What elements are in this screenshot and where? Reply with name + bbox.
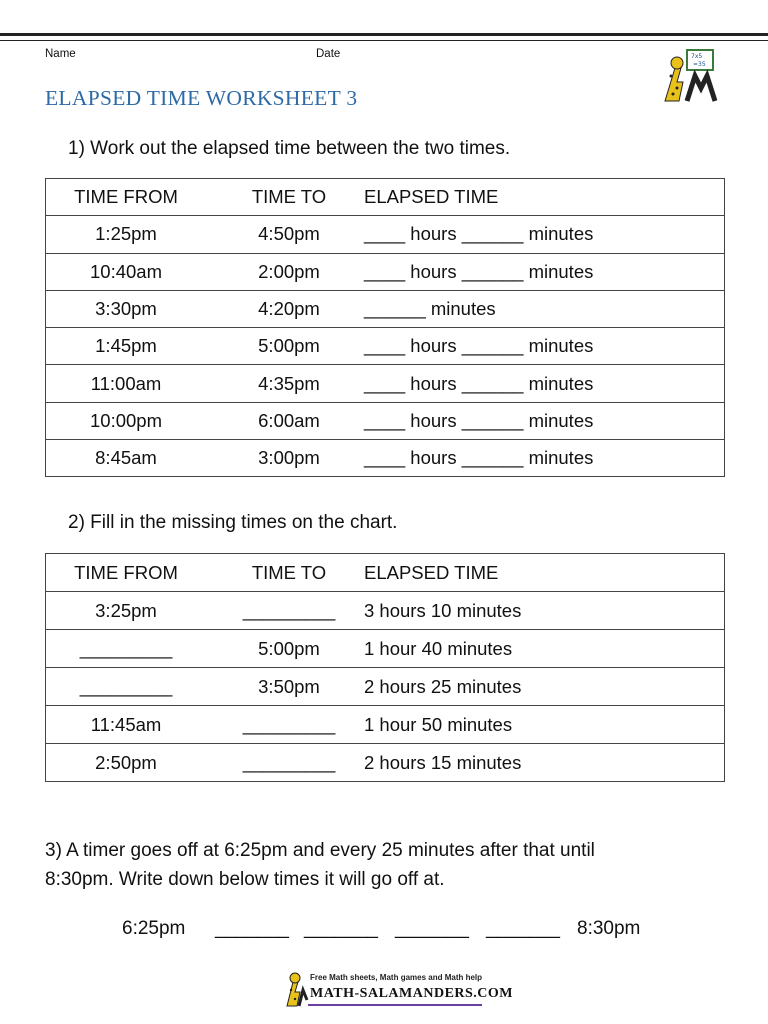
svg-text:7x5: 7x5 bbox=[691, 53, 703, 60]
elapsed-value: 1 hour 40 minutes bbox=[364, 638, 513, 659]
elapsed-answer: ____ hours ______ minutes bbox=[364, 447, 594, 469]
table-row bbox=[46, 706, 725, 744]
time-from: 1:25pm bbox=[95, 223, 157, 245]
time-to: 3:50pm bbox=[258, 676, 320, 697]
date-label: Date bbox=[316, 48, 341, 60]
table-row bbox=[46, 402, 725, 439]
header-rule-thick bbox=[0, 33, 768, 36]
elapsed-value: 3 hours 10 minutes bbox=[364, 600, 522, 621]
time-to: 3:00pm bbox=[258, 447, 320, 469]
section3-instruction-line2: 8:30pm. Write down below times it will go off at. bbox=[45, 869, 445, 890]
table-row bbox=[46, 630, 725, 668]
salamander-logo-icon bbox=[661, 48, 725, 103]
col-header-time-from: TIME FROM bbox=[74, 186, 178, 208]
table-header-row bbox=[46, 179, 725, 216]
elapsed-value: 1 hour 50 minutes bbox=[364, 714, 513, 735]
time-from: 10:40am bbox=[90, 260, 162, 282]
table-row bbox=[46, 290, 725, 327]
elapsed-value: 2 hours 25 minutes bbox=[364, 676, 522, 697]
table-row bbox=[46, 365, 725, 402]
time-to: 6:00am bbox=[258, 409, 320, 431]
section2-instruction: 2) Fill in the missing times on the chart. bbox=[68, 512, 398, 533]
footer-tagline: Free Math sheets, Math games and Math help bbox=[310, 973, 483, 982]
time-to: 2:00pm bbox=[258, 260, 320, 282]
footer-salamander-icon bbox=[284, 970, 310, 1008]
elapsed-answer: ____ hours ______ minutes bbox=[364, 223, 594, 245]
elapsed-value: 2 hours 15 minutes bbox=[364, 752, 522, 773]
time-to: 5:00pm bbox=[258, 638, 320, 659]
time-to: 5:00pm bbox=[258, 335, 320, 357]
footer-underline bbox=[308, 1004, 482, 1006]
elapsed-answer: ____ hours ______ minutes bbox=[364, 409, 594, 431]
timer-blank: _______ bbox=[215, 918, 289, 939]
elapsed-answer: ______ minutes bbox=[364, 298, 496, 320]
elapsed-answer: ____ hours ______ minutes bbox=[364, 372, 594, 394]
footer-site-name: MATH-SALAMANDERS.COM bbox=[310, 986, 514, 1001]
table-row bbox=[46, 253, 725, 290]
time-from: _________ bbox=[79, 638, 173, 659]
time-from: 8:45am bbox=[95, 447, 157, 469]
time-to: _________ bbox=[242, 752, 336, 773]
time-from: 3:30pm bbox=[95, 298, 157, 320]
timer-blank: _______ bbox=[395, 918, 469, 939]
table-row bbox=[46, 668, 725, 706]
elapsed-answer: ____ hours ______ minutes bbox=[364, 335, 594, 357]
section1-instruction: 1) Work out the elapsed time between the two times. bbox=[68, 138, 511, 159]
time-from: 10:00pm bbox=[90, 409, 162, 431]
page-title: ELAPSED TIME WORKSHEET 3 bbox=[45, 86, 358, 110]
header-rule-thin bbox=[0, 40, 768, 41]
table-header-row bbox=[46, 554, 725, 592]
name-label: Name bbox=[45, 48, 76, 60]
time-to: 4:20pm bbox=[258, 298, 320, 320]
timer-end-time: 8:30pm bbox=[577, 918, 641, 939]
col-header-time-to: TIME TO bbox=[251, 186, 327, 208]
time-from: 11:00am bbox=[90, 372, 162, 394]
time-to: 4:35pm bbox=[258, 372, 320, 394]
section3-instruction-line1: 3) A timer goes off at 6:25pm and every 25 minutes after that until bbox=[45, 840, 595, 861]
time-to: 4:50pm bbox=[258, 223, 320, 245]
table-row bbox=[46, 744, 725, 782]
time-from: 11:45am bbox=[90, 714, 162, 735]
elapsed-answer: ____ hours ______ minutes bbox=[364, 260, 594, 282]
timer-start-time: 6:25pm bbox=[122, 918, 186, 939]
elapsed-time-table bbox=[45, 178, 725, 477]
table-row bbox=[46, 440, 725, 477]
col-header-elapsed: ELAPSED TIME bbox=[364, 562, 499, 583]
time-to: _________ bbox=[242, 600, 336, 621]
missing-times-table bbox=[45, 553, 725, 782]
time-from: 1:45pm bbox=[95, 335, 157, 357]
col-header-elapsed: ELAPSED TIME bbox=[364, 186, 499, 208]
table-row bbox=[46, 592, 725, 630]
time-from: _________ bbox=[79, 676, 173, 697]
timer-blank: _______ bbox=[486, 918, 560, 939]
time-to: _________ bbox=[242, 714, 336, 735]
time-from: 2:50pm bbox=[95, 752, 157, 773]
timer-blank: _______ bbox=[304, 918, 378, 939]
table-row bbox=[46, 216, 725, 253]
table-row bbox=[46, 328, 725, 365]
time-from: 3:25pm bbox=[95, 600, 157, 621]
svg-text:=35: =35 bbox=[693, 61, 706, 68]
col-header-time-from: TIME FROM bbox=[74, 562, 178, 583]
col-header-time-to: TIME TO bbox=[251, 562, 327, 583]
